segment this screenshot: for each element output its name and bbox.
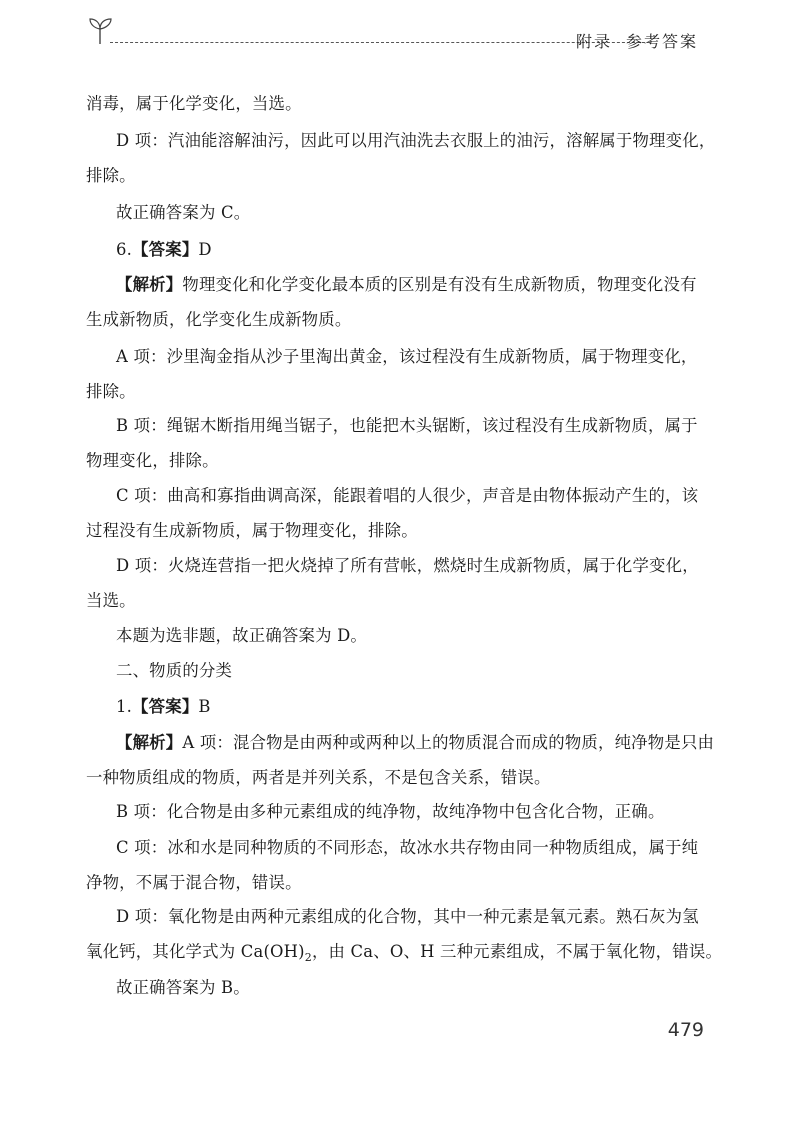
question-number: 1. bbox=[116, 697, 133, 716]
text-line: 物理变化和化学变化最本质的区别是有没有生成新物质，物理变化没有 bbox=[182, 275, 697, 294]
text-line: 故正确答案为 C。 bbox=[116, 203, 251, 222]
text-line: 过程没有生成新物质，属于物理变化，排除。 bbox=[86, 521, 418, 540]
text-line: 消毒，属于化学变化，当选。 bbox=[86, 94, 302, 113]
option-c-q6 bbox=[86, 478, 714, 548]
option-d-q6 bbox=[86, 548, 714, 618]
text-line: 氧化钙，其化学式为 Ca(OH) bbox=[86, 942, 305, 961]
question-number: 6. bbox=[116, 240, 133, 259]
text-line: A 项：沙里淘金指从沙子里淘出黄金，该过程没有生成新物质，属于物理变化， bbox=[116, 347, 698, 366]
text-line: 生成新物质，化学变化生成新物质。 bbox=[86, 310, 352, 329]
analysis-q6 bbox=[86, 267, 714, 337]
answer-heading-q1 bbox=[86, 689, 714, 724]
option-b-q1 bbox=[86, 794, 714, 829]
answer-heading-q6 bbox=[86, 232, 714, 267]
paragraph-d-option-q5 bbox=[86, 123, 714, 193]
answer-q1 bbox=[86, 970, 714, 1005]
text-line: D 项：火烧连营指一把火烧掉了所有营帐，燃烧时生成新物质，属于化学变化， bbox=[116, 556, 699, 575]
text-line: D 项：汽油能溶解油污，因此可以用汽油洗去衣服上的油污，溶解属于物理变化， bbox=[116, 131, 716, 150]
subscript: 2 bbox=[304, 951, 312, 964]
text-line: D 项：氧化物是由两种元素组成的化合物，其中一种元素是氧元素。熟石灰为氢 bbox=[116, 907, 699, 926]
section-heading bbox=[86, 653, 714, 688]
paragraph-answer-q5 bbox=[86, 195, 714, 230]
header-title bbox=[576, 29, 698, 52]
answer-tag: 【答案】 bbox=[132, 240, 199, 259]
analysis-tag: 【解析】 bbox=[116, 733, 183, 752]
section-title: 二、物质的分类 bbox=[116, 661, 233, 680]
page-number: 479 bbox=[667, 1019, 704, 1041]
text-line: C 项：冰和水是同种物质的不同形态，故冰水共存物由同一种物质组成，属于纯 bbox=[116, 838, 699, 857]
header-rule bbox=[110, 42, 650, 43]
option-a-q6 bbox=[86, 339, 714, 409]
answer-q6 bbox=[86, 618, 714, 653]
answer-letter: D bbox=[198, 240, 212, 259]
paragraph-cont bbox=[86, 86, 714, 121]
text-line: ，由 Ca、O、H 三种元素组成，不属于氧化物，错误。 bbox=[311, 942, 723, 961]
text-line: 排除。 bbox=[86, 166, 136, 185]
analysis-q1 bbox=[86, 725, 714, 795]
text-line: C 项：曲高和寡指曲调高深，能跟着唱的人很少，声音是由物体振动产生的，该 bbox=[116, 486, 699, 505]
answer-letter: B bbox=[198, 697, 211, 716]
text-line: 净物，不属于混合物，错误。 bbox=[86, 873, 302, 892]
text-line: 排除。 bbox=[86, 382, 136, 401]
text-line: 物理变化，排除。 bbox=[86, 451, 219, 470]
option-b-q6 bbox=[86, 408, 714, 478]
text-line: B 项：化合物是由多种元素组成的纯净物，故纯净物中包含化合物，正确。 bbox=[116, 802, 665, 821]
analysis-tag: 【解析】 bbox=[116, 275, 183, 294]
text-line: 本题为选非题，故正确答案为 D。 bbox=[116, 626, 368, 645]
answer-tag: 【答案】 bbox=[132, 697, 199, 716]
text-line: 故正确答案为 B。 bbox=[116, 978, 250, 997]
text-line: 当选。 bbox=[86, 591, 136, 610]
text-line: A 项：混合物是由两种或两种以上的物质混合而成的物质，纯净物是只由 bbox=[182, 733, 715, 752]
page-header bbox=[88, 16, 708, 56]
text-line: B 项：绳锯木断指用绳当锯子，也能把木头锯断，该过程没有生成新物质，属于 bbox=[116, 416, 698, 435]
header-appendix: 附录 bbox=[575, 32, 612, 51]
header-section: 参考答案 bbox=[625, 32, 698, 51]
option-d-q1 bbox=[86, 899, 723, 969]
text-line: 一种物质组成的物质，两者是并列关系，不是包含关系，错误。 bbox=[86, 768, 551, 787]
option-c-q1 bbox=[86, 830, 714, 900]
